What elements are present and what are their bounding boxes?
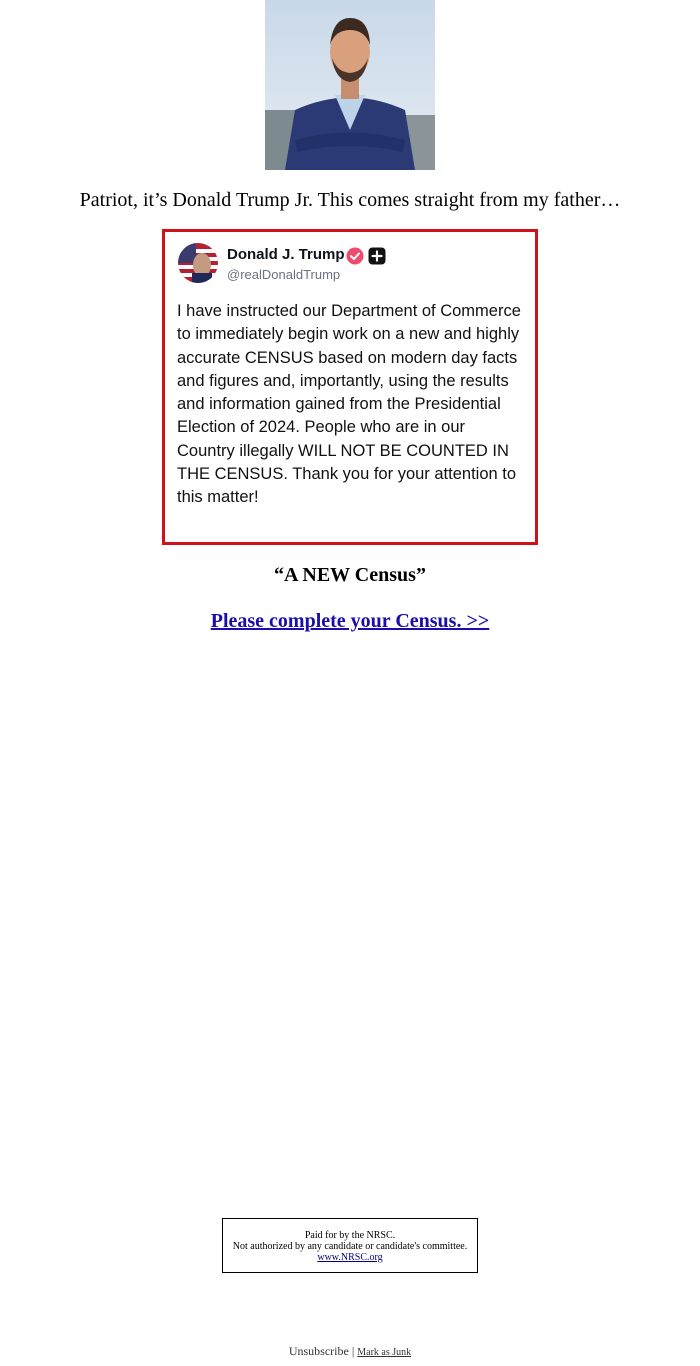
unsubscribe-link[interactable]: Unsubscribe xyxy=(288,1344,349,1358)
tweet-body: I have instructed our Department of Commerce to immediately begin work on a new and highly accurate CENSUS based on modern day facts and figures and, importantly, using the results and information gained from the Presidential Election of 2024. People who are in our Country illegally WILL NOT BE COUNTED IN THE CENSUS. Thank you for your attention to this matter! xyxy=(177,302,521,507)
mark-as-junk-link[interactable]: Mark as Junk xyxy=(357,1347,412,1358)
tweet-display-name: Donald J. Trump xyxy=(227,246,345,263)
intro-text: Patriot, it’s Donald Trump Jr. This comes straight from my father… xyxy=(79,189,621,211)
headline: “A NEW Census” xyxy=(274,564,426,586)
tweet-card xyxy=(162,229,538,545)
footer-separator: | xyxy=(351,1344,355,1358)
paid-for-disclaimer xyxy=(222,1218,478,1273)
hero-photo xyxy=(265,0,435,170)
complete-census-link[interactable]: Please complete your Census. >> xyxy=(210,610,490,632)
email-footer xyxy=(0,1344,700,1359)
cta-container xyxy=(0,608,700,634)
verified-badge-icon xyxy=(346,247,364,265)
disclaimer-line-1: Paid for by the NRSC. xyxy=(304,1230,396,1241)
profile-avatar xyxy=(178,243,218,283)
tweet-handle: @realDonaldTrump xyxy=(227,267,341,282)
nrsc-website-link[interactable]: www.NRSC.org xyxy=(317,1252,383,1263)
plus-badge-icon xyxy=(368,247,386,265)
disclaimer-line-2: Not authorized by any candidate or candidate's committee. xyxy=(232,1241,468,1252)
